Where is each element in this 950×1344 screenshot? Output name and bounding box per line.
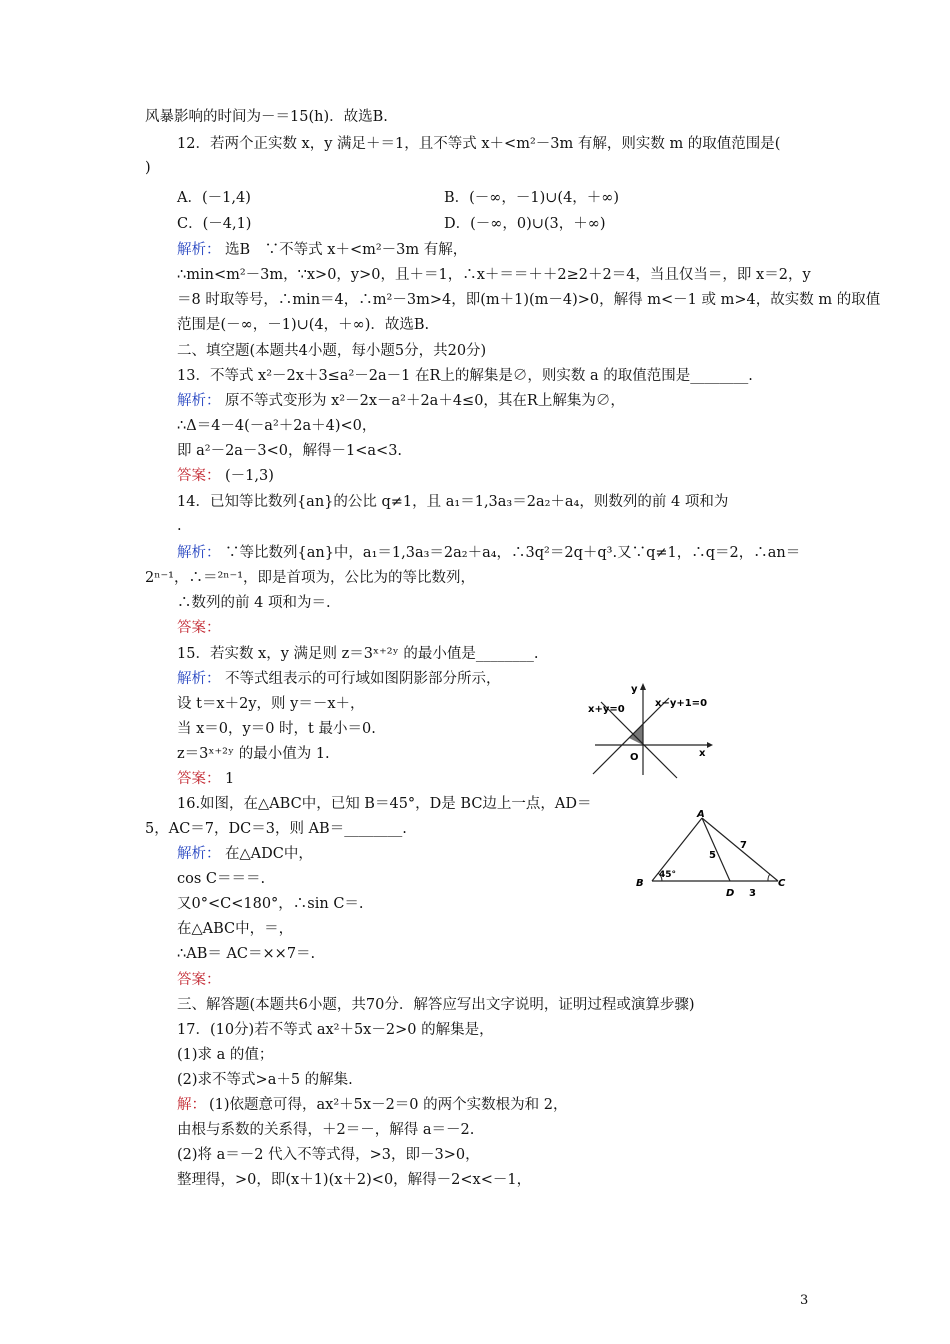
segment-ad — [702, 818, 730, 881]
origin-label: O — [630, 752, 639, 763]
text-line: 12．若两个正实数 x，y 满足＋＝1，且不等式 x＋<m²－3m 有解，则实数 m 的取值范围是( — [177, 136, 781, 152]
line1-label: x+y=0 — [588, 704, 625, 715]
text-line: 范围是(－∞，－1)∪(4，＋∞)．故选B. — [177, 317, 430, 333]
text-line: . — [177, 518, 182, 534]
text-line: (1)依题意可得，ax²＋5x－2＝0 的两个实数根为和 2， — [209, 1097, 568, 1113]
analysis-label: 解析： — [177, 545, 221, 561]
text-line: 1 — [225, 771, 235, 787]
ac-length: 7 — [740, 840, 747, 851]
dc-length: 3 — [749, 888, 756, 899]
text-line: 设 t＝x＋2y，则 y＝－x＋， — [177, 696, 365, 712]
analysis-label: 解析： — [177, 846, 221, 862]
text-line: ∵等比数列{an}中，a₁＝1,3a₃＝2a₂＋a₄，∴3q²＝2q＋q³.又∵q≠1，∴q＝2，∴an＝ — [225, 545, 801, 561]
text-line: (2)求不等式>a＋5 的解集. — [177, 1072, 353, 1088]
vertex-b: B — [636, 878, 644, 889]
y-label: y — [631, 684, 638, 695]
text-line: (2)将 a＝－2 代入不等式得，>3，即－3>0， — [177, 1147, 480, 1163]
answer-label: 答案： — [177, 620, 221, 636]
x-label: x — [699, 748, 706, 759]
answer-label: 答案： — [177, 972, 221, 988]
line2-label: x−y+1=0 — [655, 698, 708, 709]
text-line: D．(－∞，0)∪(3，＋∞) — [444, 216, 606, 232]
text-line: 又0°<C<180°，∴sin C＝. — [177, 896, 364, 912]
text-line: 选B ∵不等式 x＋<m²－3m 有解， — [225, 242, 468, 258]
text-line: cos C＝＝＝. — [177, 871, 266, 887]
text-line: 整理得，>0，即(x＋1)(x＋2)<0，解得－2<x<－1， — [177, 1172, 532, 1188]
text-line: 在△ADC中， — [225, 846, 313, 862]
x-axis-arrow — [707, 742, 713, 748]
analysis-label: 解析： — [177, 393, 221, 409]
triangle-figure — [630, 808, 790, 903]
text-line: ) — [145, 160, 151, 176]
text-line: ∴min<m²－3m，∵x>0，y>0，且＋＝1，∴x＋＝＝＋＋2≥2＋2＝4，当且仅当＝，即 x＝2，y — [177, 267, 811, 283]
text-line: 15．若实数 x，y 满足则 z＝3ˣ⁺²ʸ 的最小值是________. — [177, 646, 539, 662]
answer-label: 答案： — [177, 771, 221, 787]
text-line: 三、解答题(本题共6小题，共70分．解答应写出文字说明，证明过程或演算步骤) — [177, 997, 695, 1013]
text-line: ∴AB＝ AC＝××7＝. — [177, 946, 316, 962]
angle-c-arc — [768, 874, 770, 881]
text-line: 17．(10分)若不等式 ax²＋5x－2>0 的解集是， — [177, 1022, 494, 1038]
vertex-d: D — [726, 888, 735, 899]
analysis-label: 解析： — [177, 242, 221, 258]
text-line: 2ⁿ⁻¹，∴＝²ⁿ⁻¹，即是首项为，公比为的等比数列， — [145, 570, 476, 586]
text-line: 原不等式变形为 x²－2x－a²＋2a＋4≤0，其在R上解集为∅， — [225, 393, 625, 409]
angle-b-label: 45° — [659, 870, 677, 880]
text-line: 由根与系数的关系得，＋2＝－，解得 a＝－2. — [177, 1122, 475, 1138]
page-number: 3 — [800, 1293, 809, 1308]
text-line: A．(－1,4) — [177, 190, 251, 206]
text-line: B．(－∞，－1)∪(4，＋∞) — [444, 190, 620, 206]
text-line: 风暴影响的时间为－＝15(h)．故选B. — [145, 109, 388, 125]
text-line: 5，AC＝7，DC＝3，则 AB＝________. — [145, 821, 407, 837]
text-line: 14．已知等比数列{an}的公比 q≠1，且 a₁＝1,3a₃＝2a₂＋a₄，则数列的前 4 项和为 — [177, 494, 729, 510]
text-line: z＝3ˣ⁺²ʸ 的最小值为 1. — [177, 746, 330, 762]
y-axis-arrow — [640, 683, 646, 690]
vertex-a: A — [697, 809, 705, 820]
text-line: 13．不等式 x²－2x＋3≤a²－2a－1 在R上的解集是∅，则实数 a 的取值范围是________. — [177, 368, 753, 384]
text-line: C．(－4,1) — [177, 216, 252, 232]
text-line: 即 a²－2a－3<0，解得－1<a<3. — [177, 443, 403, 459]
vertex-c: C — [778, 878, 786, 889]
feasible-region-figure — [585, 680, 715, 780]
ad-length: 5 — [709, 850, 716, 861]
text-line: 16.如图，在△ABC中，已知 B＝45°，D是 BC边上一点，AD＝ — [177, 796, 592, 812]
text-line: 不等式组表示的可行域如图阴影部分所示， — [225, 671, 501, 687]
answer-label: 解： — [177, 1097, 206, 1113]
answer-label: 答案： — [177, 468, 221, 484]
text-line: ∴数列的前 4 项和为＝. — [177, 595, 331, 611]
text-line: 当 x＝0，y＝0 时，t 最小＝0. — [177, 721, 376, 737]
analysis-label: 解析： — [177, 671, 221, 687]
text-line: (－1,3) — [225, 468, 274, 484]
text-line: ＝8 时取等号，∴min＝4，∴m²－3m>4，即(m＋1)(m－4)>0，解得 m<－1 或 m>4，故实数 m 的取值 — [177, 292, 881, 308]
text-line: 在△ABC中，＝， — [177, 921, 294, 937]
text-line: ∴Δ＝4－4(－a²＋2a＋4)<0， — [177, 418, 377, 434]
text-line: 二、填空题(本题共4小题，每小题5分，共20分) — [177, 343, 487, 359]
text-line: (1)求 a 的值； — [177, 1047, 274, 1063]
